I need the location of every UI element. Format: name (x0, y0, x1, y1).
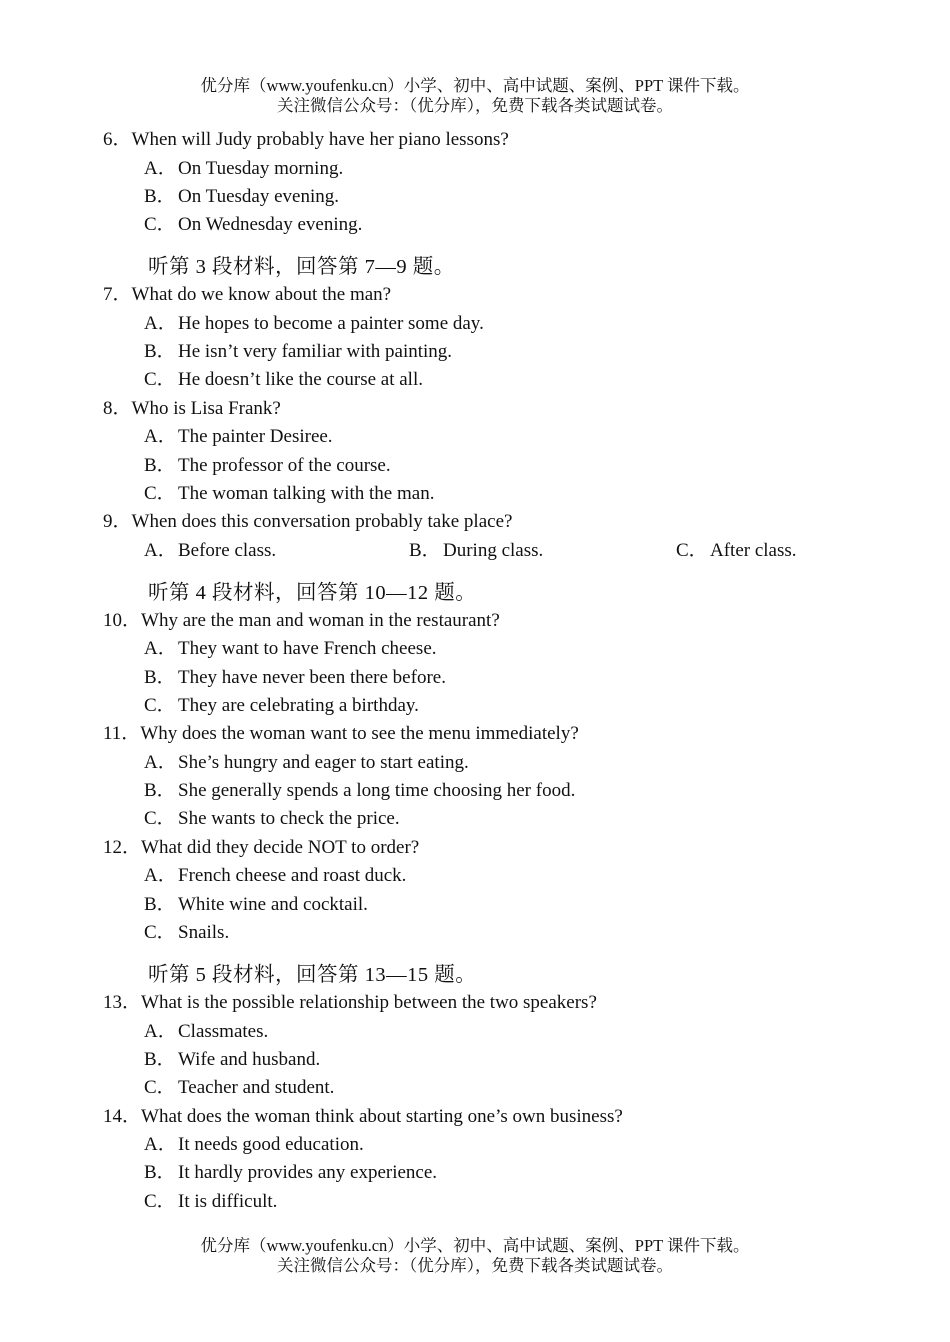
option-c (676, 537, 797, 565)
option-text: It hardly provides any experience. (178, 1162, 438, 1184)
option-c (144, 805, 950, 833)
option-text: Before class. (178, 539, 277, 561)
question-text: Who is Lisa Frank? (131, 397, 281, 419)
option-letter: B． (144, 454, 176, 476)
option-a (144, 155, 950, 183)
option-text: It is difficult. (178, 1190, 278, 1212)
option-c (144, 919, 950, 947)
option-letter: C． (144, 214, 176, 236)
option-c (144, 1188, 950, 1216)
option-letter: B． (144, 1048, 176, 1070)
option-b (144, 452, 950, 480)
option-a (144, 1018, 950, 1046)
section-heading-5: 听第 5 段材料，回答第 13—15 题。 (148, 964, 477, 987)
option-letter: A． (144, 426, 177, 448)
option-text: Classmates. (178, 1020, 269, 1042)
question-text: What do we know about the man? (131, 284, 392, 306)
option-text: They are celebrating a birthday. (178, 695, 419, 717)
options-row (144, 537, 950, 565)
option-a (144, 635, 950, 663)
question-text: When does this conversation probably take place? (131, 511, 513, 533)
question-number: 11． (103, 723, 141, 745)
option-a (144, 1131, 950, 1159)
option-letter: A． (144, 157, 177, 179)
question-number: 10． (103, 609, 142, 631)
option-text: They want to have French cheese. (178, 638, 437, 660)
option-b (409, 537, 543, 565)
question-7 (103, 281, 950, 310)
question-10 (103, 607, 950, 636)
option-c (144, 692, 950, 720)
option-b (144, 891, 950, 919)
question-14 (103, 1103, 950, 1132)
question-11 (103, 720, 950, 749)
question-13 (103, 989, 950, 1018)
option-b (144, 1159, 950, 1187)
option-letter: B． (409, 539, 441, 561)
option-letter: A． (144, 312, 177, 334)
question-text: When will Judy probably have her piano lessons? (131, 129, 509, 150)
option-text: She generally spends a long time choosing her food. (178, 780, 576, 802)
option-letter: A． (144, 539, 177, 561)
option-b (144, 777, 950, 805)
option-text: Wife and husband. (178, 1048, 321, 1070)
question-text: Why are the man and woman in the restaurant? (141, 609, 500, 631)
option-text: She’s hungry and eager to start eating. (178, 751, 469, 773)
option-letter: A． (144, 1020, 177, 1042)
option-text: It needs good education. (178, 1134, 364, 1156)
option-a (144, 537, 276, 565)
option-text: French cheese and roast duck. (178, 865, 407, 887)
option-text: White wine and cocktail. (178, 893, 368, 915)
question-number: 13． (103, 992, 142, 1014)
page-header (0, 76, 950, 116)
option-b (144, 338, 950, 366)
question-8 (103, 395, 950, 424)
option-text: She wants to check the price. (178, 808, 400, 830)
option-letter: A． (144, 865, 177, 887)
option-a (144, 423, 950, 451)
option-text: On Tuesday evening. (178, 185, 339, 207)
option-text: Teacher and student. (178, 1077, 335, 1099)
option-letter: A． (144, 638, 177, 660)
option-a (144, 749, 950, 777)
option-letter: C． (144, 695, 176, 717)
page-footer (0, 1236, 950, 1276)
option-text: The woman talking with the man. (178, 482, 435, 504)
option-text: He hopes to become a painter some day. (178, 312, 484, 334)
exam-content (0, 126, 950, 1216)
option-text: The painter Desiree. (178, 426, 333, 448)
option-text: After class. (710, 539, 797, 561)
question-number: 14． (103, 1105, 142, 1127)
option-text: They have never been there before. (178, 666, 446, 688)
option-letter: C． (144, 369, 176, 391)
header-line-2: 关注微信公众号：（优分库），免费下载各类试题试卷。 (277, 96, 673, 115)
option-letter: C． (144, 1077, 176, 1099)
option-text: During class. (443, 539, 544, 561)
header-line-1: 优分库（www.youfenku.cn）小学、初中、高中试题、案例、PPT 课件下载。 (200, 76, 750, 95)
option-letter: B． (144, 780, 176, 802)
option-text: He isn’t very familiar with painting. (178, 341, 453, 363)
option-letter: B． (144, 185, 176, 207)
option-c (144, 480, 950, 508)
option-letter: B． (144, 1162, 176, 1184)
section-heading-4: 听第 4 段材料，回答第 10—12 题。 (148, 581, 477, 604)
footer-line-1: 优分库（www.youfenku.cn）小学、初中、高中试题、案例、PPT 课件下载。 (200, 1236, 750, 1255)
option-text: On Tuesday morning. (178, 157, 344, 179)
option-text: The professor of the course. (178, 454, 391, 476)
question-text: What does the woman think about starting one’s own business? (141, 1105, 623, 1127)
option-a (144, 310, 950, 338)
option-letter: B． (144, 893, 176, 915)
question-text: What did they decide NOT to order? (141, 836, 420, 858)
option-c (144, 211, 950, 239)
option-text: He doesn’t like the course at all. (178, 369, 423, 391)
option-text: On Wednesday evening. (178, 214, 363, 236)
option-c (144, 366, 950, 394)
option-letter: A． (144, 1134, 177, 1156)
option-letter: B． (144, 666, 176, 688)
option-letter: C． (144, 808, 176, 830)
option-letter: C． (144, 1190, 176, 1212)
option-b (144, 664, 950, 692)
question-text: Why does the woman want to see the menu immediately? (140, 723, 579, 745)
option-letter: A． (144, 751, 177, 773)
option-b (144, 1046, 950, 1074)
footer-line-2: 关注微信公众号：（优分库），免费下载各类试题试卷。 (277, 1256, 673, 1275)
option-c (144, 1074, 950, 1102)
question-number: 6． (103, 129, 132, 150)
option-letter: C． (144, 921, 176, 943)
question-6 (103, 126, 950, 155)
question-9 (103, 508, 950, 537)
section-heading-3: 听第 3 段材料，回答第 7—9 题。 (148, 256, 455, 279)
question-number: 8． (103, 397, 132, 419)
question-text: What is the possible relationship between the two speakers? (141, 992, 597, 1014)
question-number: 7． (103, 284, 132, 306)
option-b (144, 183, 950, 211)
option-letter: C． (676, 539, 708, 561)
option-letter: C． (144, 482, 176, 504)
question-number: 12． (103, 836, 142, 858)
question-number: 9． (103, 511, 132, 533)
option-letter: B． (144, 341, 176, 363)
option-a (144, 862, 950, 890)
option-text: Snails. (178, 921, 230, 943)
question-12 (103, 834, 950, 863)
